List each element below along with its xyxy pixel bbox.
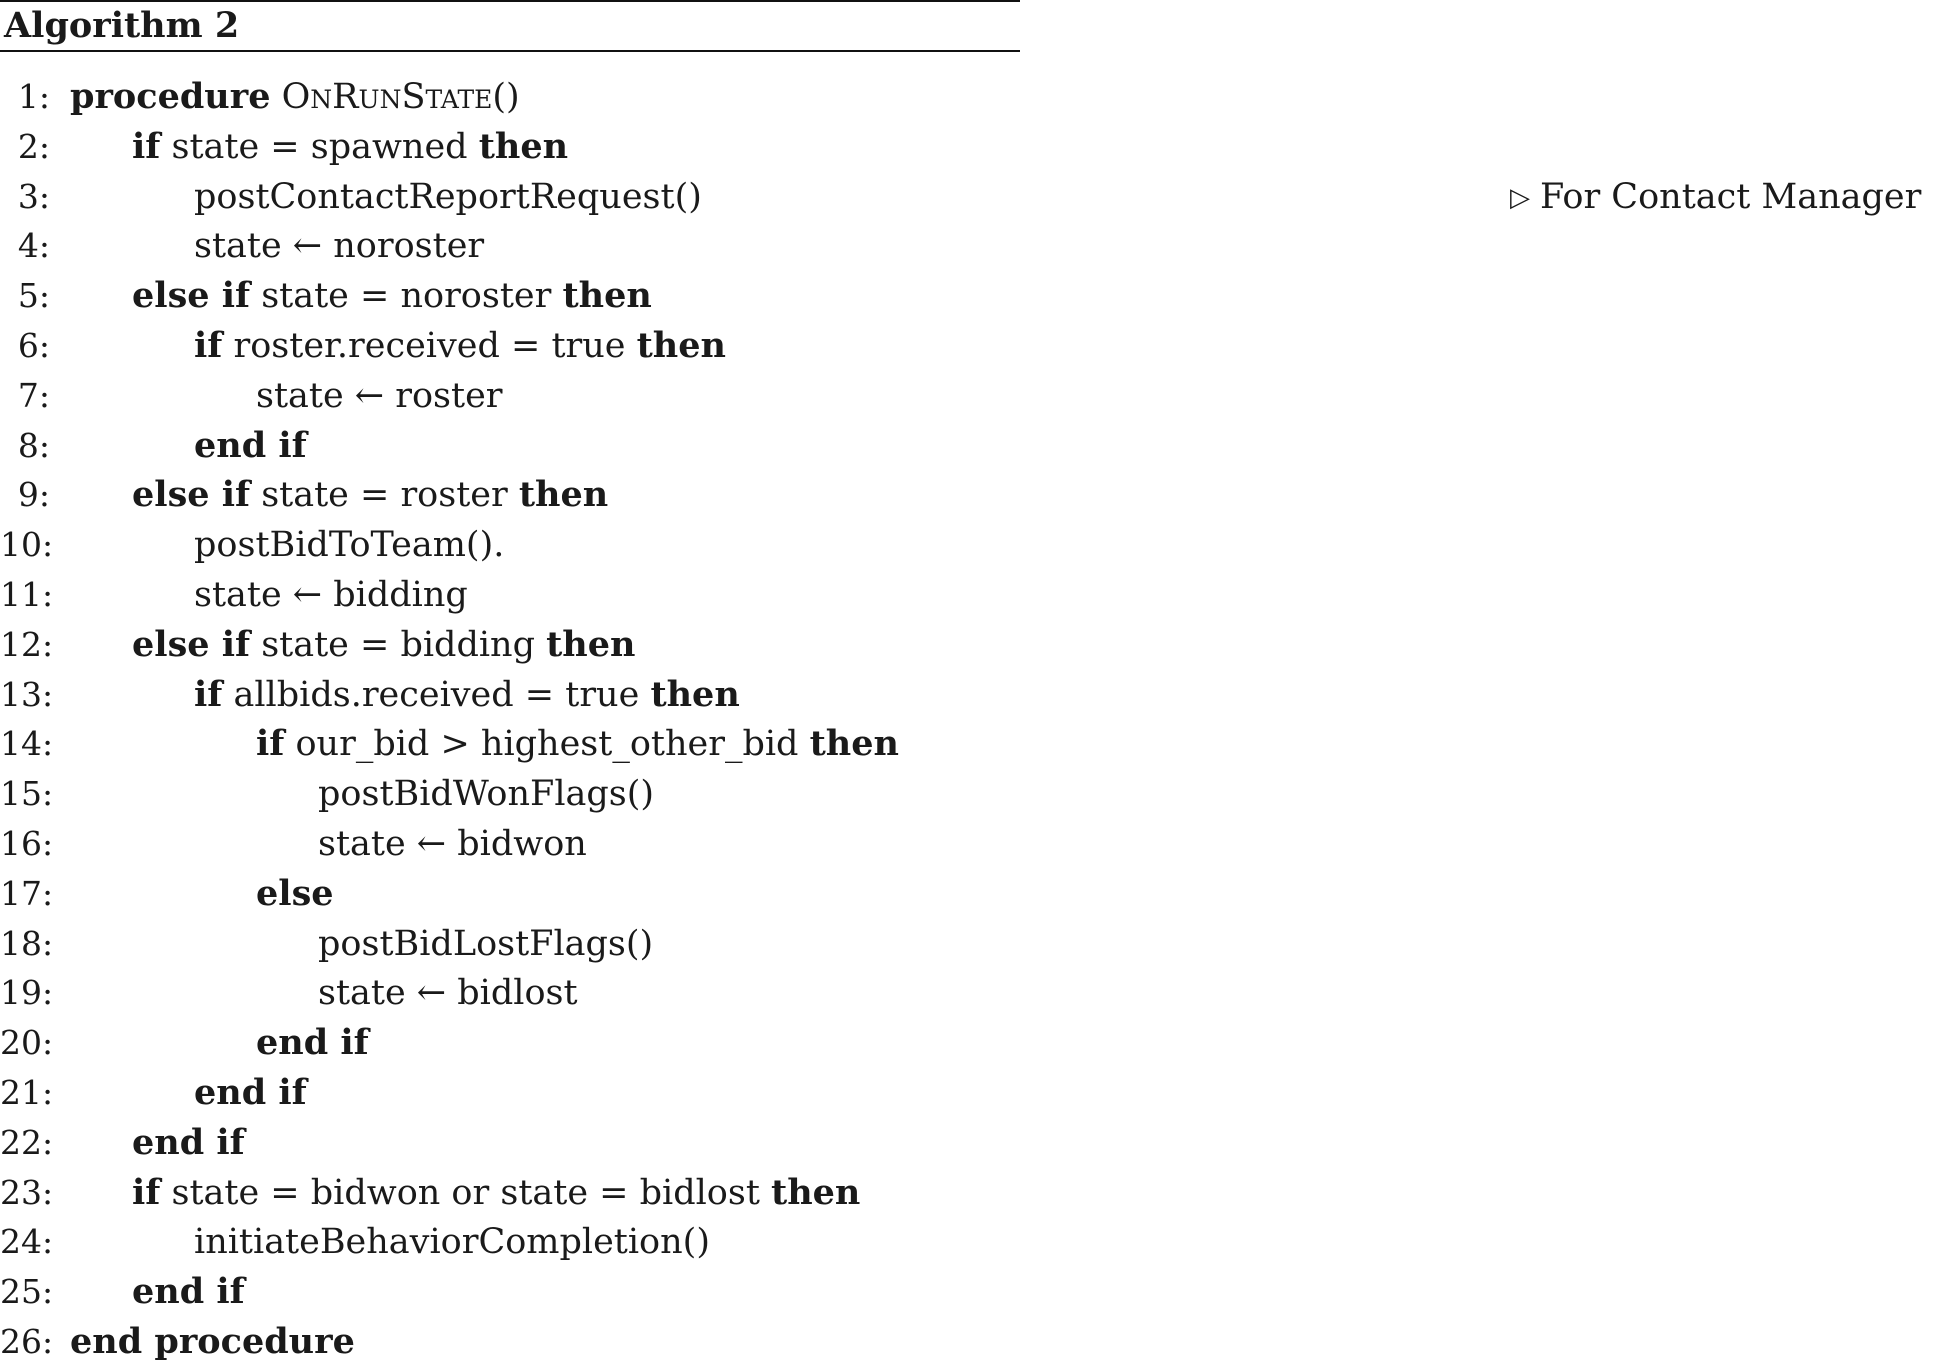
line-number: 20: <box>0 1023 54 1063</box>
line-code <box>194 1217 710 1267</box>
algorithm-line <box>0 371 1935 421</box>
line-code <box>256 371 503 421</box>
line-code <box>70 72 520 122</box>
line-code <box>194 321 726 371</box>
algorithm-line <box>0 221 1935 271</box>
line-number: 26: <box>0 1322 54 1361</box>
algorithm-line <box>0 520 1935 570</box>
algorithm-line <box>0 819 1935 869</box>
keyword: end if <box>132 1121 245 1163</box>
algorithm-line <box>0 321 1935 371</box>
keyword: then <box>636 325 726 366</box>
line-number: 3: <box>17 176 50 216</box>
code-text: state = roster <box>250 475 519 516</box>
algorithm-line <box>0 172 1935 222</box>
line-code <box>132 271 652 321</box>
algorithm-line <box>0 1118 1935 1168</box>
line-number: 16: <box>0 824 54 863</box>
line-code <box>132 1118 245 1168</box>
line-code <box>132 470 608 520</box>
line-number: 23: <box>0 1172 54 1212</box>
line-number: 4: <box>17 226 50 266</box>
code-text: postContactReportRequest() <box>194 176 702 217</box>
line-number: 2: <box>17 126 50 166</box>
code-text: postBidLostFlags() <box>318 923 654 964</box>
line-number: 19: <box>0 973 54 1013</box>
line-code <box>256 869 334 919</box>
algorithm-line <box>0 470 1935 520</box>
line-number: 12: <box>0 624 54 664</box>
comment-triangle-icon: ▷ <box>1510 182 1530 213</box>
algorithm-line <box>0 1217 1935 1267</box>
keyword: then <box>562 275 652 317</box>
algorithm-line <box>0 1267 1935 1317</box>
algorithm-line <box>0 769 1935 819</box>
algorithm-line <box>0 72 1935 122</box>
keyword: end if <box>256 1022 369 1064</box>
algorithm-line <box>0 421 1935 471</box>
keyword: then <box>478 125 569 167</box>
keyword: if <box>132 125 161 167</box>
code-text: allbids.received = true <box>222 674 651 715</box>
line-code <box>318 919 653 969</box>
code-text: initiateBehaviorCompletion() <box>194 1222 710 1263</box>
keyword: then <box>771 1171 861 1213</box>
line-number: 10: <box>0 525 54 565</box>
algorithm-line <box>0 271 1935 321</box>
line-number: 8: <box>17 425 50 465</box>
keyword: then <box>650 673 740 715</box>
caption-rule <box>0 50 1020 52</box>
algorithm-line <box>0 1168 1935 1218</box>
keyword: if <box>194 325 223 366</box>
code-text: state = bidding <box>250 624 547 665</box>
line-number: 24: <box>0 1222 54 1262</box>
code-text: state ← noroster <box>194 226 485 267</box>
line-number: 6: <box>17 326 50 365</box>
keyword: then <box>809 723 899 765</box>
top-rule <box>0 0 1020 2</box>
algorithm-line <box>0 1068 1935 1118</box>
line-code <box>132 1168 860 1218</box>
code-text: postBidWonFlags() <box>318 774 655 815</box>
line-code <box>256 1018 369 1068</box>
line-number: 7: <box>17 375 50 415</box>
line-number: 21: <box>0 1073 54 1112</box>
algorithm-line <box>0 869 1935 919</box>
line-code <box>194 670 740 720</box>
keyword: if <box>194 673 223 715</box>
algorithm-line <box>0 122 1935 172</box>
code-text: state = spawned <box>160 126 479 167</box>
code-text: postBidToTeam(). <box>194 525 505 566</box>
line-number: 18: <box>0 923 54 963</box>
line-number: 9: <box>17 475 50 515</box>
line-code <box>132 122 568 172</box>
keyword: procedure <box>70 76 271 117</box>
line-number: 13: <box>0 674 54 714</box>
code-text: state ← roster <box>256 375 503 416</box>
algorithm-line <box>0 1317 1935 1367</box>
keyword: then <box>518 474 609 516</box>
line-code <box>132 1267 245 1317</box>
line-code <box>194 172 702 222</box>
line-number: 5: <box>17 276 50 316</box>
line-code <box>318 819 587 869</box>
keyword: end if <box>194 1072 307 1113</box>
algorithm-line <box>0 1018 1935 1068</box>
code-text: state = bidwon or state = bidlost <box>160 1172 772 1213</box>
code-text: state ← bidding <box>194 575 468 615</box>
line-number: 17: <box>0 873 54 913</box>
line-code <box>194 520 504 570</box>
code-text <box>270 77 281 117</box>
line-number: 25: <box>0 1272 54 1312</box>
algorithm-line <box>0 919 1935 969</box>
algorithm-caption: Algorithm 2 <box>4 5 240 46</box>
keyword: end if <box>132 1271 245 1313</box>
line-code <box>194 1068 307 1118</box>
keyword: if <box>256 723 285 765</box>
code-text: our_bid > highest_other_bid <box>284 724 810 765</box>
line-code <box>194 221 484 271</box>
keyword: else if <box>132 474 251 516</box>
keyword: if <box>132 1171 161 1213</box>
line-number: 11: <box>0 575 54 614</box>
algorithm-line <box>0 620 1935 670</box>
line-code <box>194 421 307 471</box>
line-number: 1: <box>17 77 50 116</box>
keyword: else if <box>132 275 251 317</box>
procedure-name: OnRunState <box>281 77 493 117</box>
code-text: () <box>492 77 520 117</box>
line-code <box>70 1317 355 1367</box>
algorithm-line <box>0 670 1935 720</box>
keyword: end procedure <box>70 1321 355 1362</box>
line-number: 14: <box>0 724 54 764</box>
keyword: end if <box>194 424 307 466</box>
code-text: state ← bidlost <box>318 973 578 1014</box>
algorithm-line <box>0 719 1935 769</box>
keyword: then <box>546 623 636 665</box>
keyword: else <box>256 872 334 914</box>
line-number: 22: <box>0 1122 54 1162</box>
keyword: else if <box>132 623 251 665</box>
algorithm-line <box>0 570 1935 620</box>
line-code <box>194 570 468 620</box>
code-text: state = noroster <box>250 276 563 317</box>
algorithm-line <box>0 968 1935 1018</box>
comment-text: For Contact Manager <box>1540 176 1922 217</box>
line-code <box>132 620 635 670</box>
line-code <box>318 968 578 1018</box>
code-text: state ← bidwon <box>318 824 587 864</box>
line-number: 15: <box>0 774 54 814</box>
line-code <box>256 719 899 769</box>
line-comment <box>1510 172 1921 225</box>
code-text: roster.received = true <box>222 326 637 366</box>
line-code <box>318 769 654 819</box>
